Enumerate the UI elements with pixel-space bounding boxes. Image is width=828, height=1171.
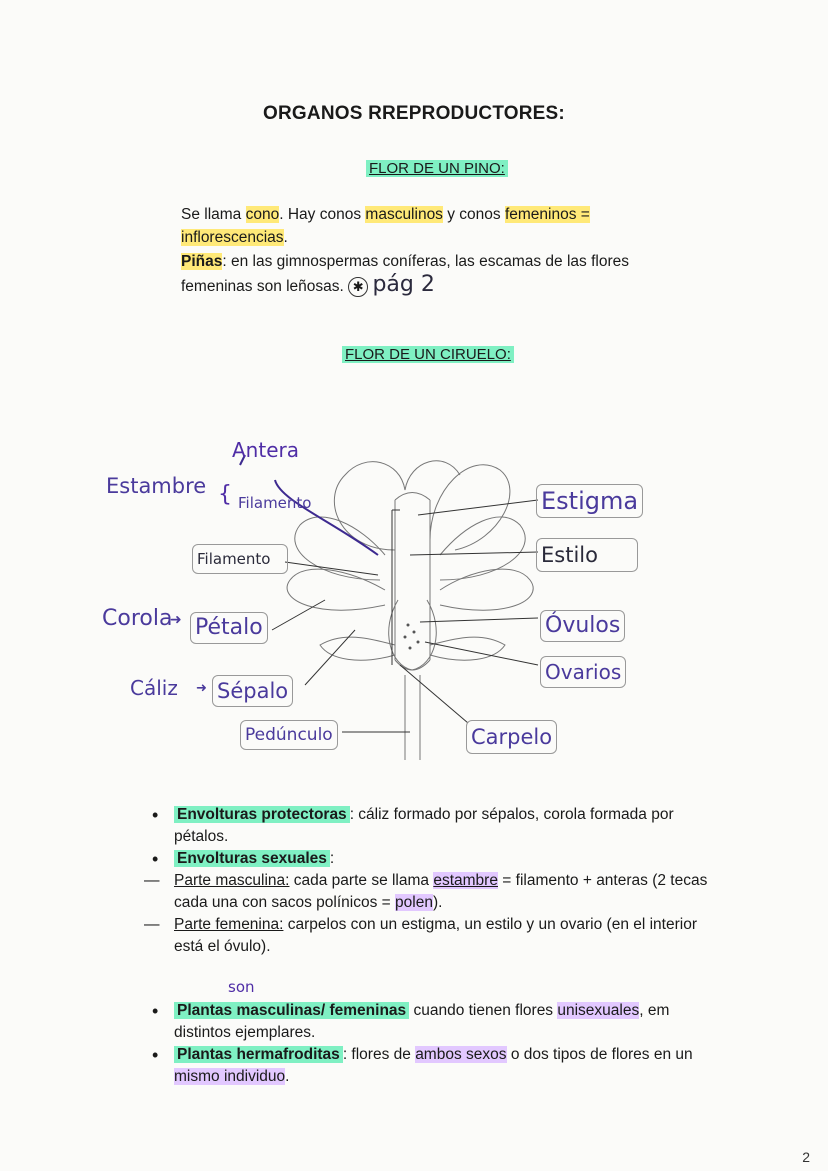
text: . (283, 229, 288, 246)
petal-top-right (430, 465, 510, 550)
page-title: ORGANOS RREPRODUCTORES: (263, 103, 565, 124)
bullet-list-bottom (152, 1000, 712, 1088)
pino-paragraph-2 (181, 250, 701, 298)
arrow-petalo (272, 600, 325, 630)
highlight-femeninos: femeninos = (504, 206, 590, 223)
peduncle (405, 675, 420, 760)
label-ovarios: Ovarios (540, 656, 626, 688)
pino-heading (366, 160, 508, 177)
bold-term: Envolturas protectoras (174, 806, 350, 823)
ovary (389, 600, 437, 670)
label-carpelo: Carpelo (466, 720, 557, 754)
text: , em distintos ejemplares. (174, 1002, 670, 1041)
text: = filamento + anteras (2 tecas cada una con sacos polínicos = (174, 872, 708, 911)
arrow-sepalo (305, 630, 355, 685)
bold-term: Plantas masculinas/ femeninas (174, 1002, 409, 1019)
arrow-ovarios (425, 642, 538, 665)
label-corola: Corola (102, 606, 173, 631)
highlight-mismo-individuo: mismo individuo (174, 1068, 286, 1085)
ciruelo-heading (342, 346, 514, 363)
highlight-inflorescencias: inflorescencias (181, 229, 284, 246)
list-item (152, 914, 712, 958)
label-sepalo: Sépalo (212, 675, 293, 707)
petal-lower-right (440, 569, 533, 610)
text: Se llama (181, 206, 246, 223)
arrow-ovulos (420, 618, 538, 622)
arrow-carpelo (400, 665, 468, 723)
pistil (395, 493, 430, 671)
text: : cáliz formado por sépalos, corola formada por pétalos. (174, 806, 674, 845)
underlined-term: Parte masculina: (174, 872, 290, 889)
label-ovulos: Óvulos (540, 610, 625, 642)
label-filamento: Filamento (192, 544, 288, 574)
arrow-right-icon: ➜ (196, 681, 207, 696)
highlight-masculinos: masculinos (365, 206, 443, 223)
list-item (152, 848, 712, 870)
label-pedunculo: Pedúnculo (240, 720, 338, 750)
highlight-pinas: Piñas (181, 253, 223, 270)
underlined-term: Parte femenina: (174, 916, 284, 933)
text: : flores de (342, 1046, 416, 1063)
label-caliz: Cáliz (130, 676, 178, 700)
text: y conos (442, 206, 505, 223)
list-item (152, 1000, 712, 1044)
text: cada parte se llama (289, 872, 434, 889)
petal-left (295, 517, 385, 580)
text: o dos tipos de flores en un (506, 1046, 693, 1063)
bold-term: Plantas hermafroditas (174, 1046, 343, 1063)
petal-lower-left (287, 569, 385, 610)
text: carpelos con un estigma, un estilo y un ovario (en el interior está el óvulo). (174, 916, 697, 955)
pino-heading-text: FLOR DE UN PINO: (366, 160, 508, 177)
label-estigma: Estigma (536, 484, 643, 518)
handwritten-note-pag2: pág 2 (372, 272, 435, 297)
list-item (152, 1044, 712, 1088)
brace-icon: { (218, 482, 232, 507)
text: ). (432, 894, 443, 911)
highlight-cono: cono (245, 206, 280, 223)
bullet-list-top (152, 804, 712, 958)
label-petalo: Pétalo (190, 612, 268, 644)
petal-top-left (334, 461, 460, 550)
label-estambre: Estambre (106, 474, 207, 498)
carpelo-bracket (392, 510, 400, 665)
text: : (329, 850, 335, 867)
text: . Hay conos (279, 206, 366, 223)
bold-term: Envolturas sexuales (174, 850, 330, 867)
handwritten-note-son: son (228, 978, 255, 996)
highlight-polen: polen (395, 894, 433, 911)
ciruelo-heading-text: FLOR DE UN CIRUELO: (342, 346, 514, 363)
asterisk-circle-icon: ✱ (348, 277, 368, 297)
highlight-ambos-sexos: ambos sexos (415, 1046, 507, 1063)
highlight-estambre: estambre (433, 872, 498, 889)
pino-paragraph-1 (181, 203, 701, 249)
text: . (285, 1068, 290, 1085)
text: cuando tienen flores (409, 1002, 558, 1019)
sepal-right (430, 637, 505, 660)
label-filamento-top: Filamento (238, 494, 312, 512)
text: : en las gimnospermas coníferas, las escamas de las flores femeninas son leñosas. (181, 253, 629, 295)
page-number: 2 (802, 1149, 810, 1165)
highlight-unisexuales: unisexuales (557, 1002, 640, 1019)
arrow-right-icon: ➜ (170, 612, 182, 628)
list-item (152, 870, 712, 914)
petal-right (440, 517, 525, 580)
list-item (152, 804, 712, 848)
label-estilo: Estilo (536, 538, 638, 572)
label-antera: Antera (232, 438, 299, 462)
